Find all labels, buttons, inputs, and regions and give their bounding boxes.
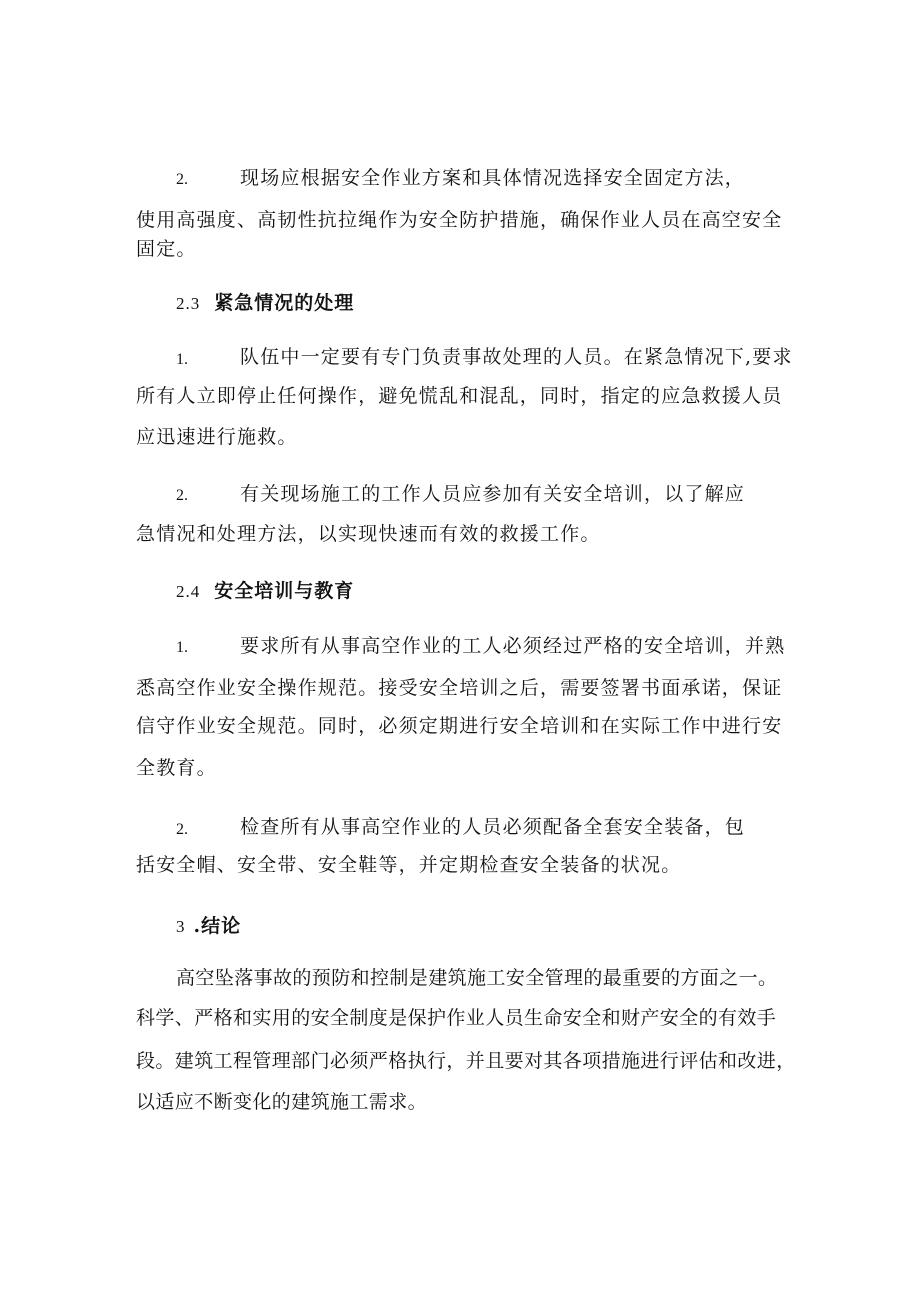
section-heading-text: 紧急情况的处理 <box>214 292 355 314</box>
paragraph-line: 所有人立即停止任何操作，避免慌乱和混乱，同时，指定的应急救援人员 <box>136 385 783 407</box>
paragraph-line: 段。建筑工程管理部门必须严格执行，并且要对其各项措施进行评估和改进， <box>136 1050 796 1072</box>
paragraph-line: 应迅速进行施救。 <box>136 426 298 448</box>
paragraph-line: 科学、严格和实用的安全制度是保护作业人员生命安全和财产安全的有效手 <box>136 1007 777 1029</box>
paragraph-line: 固定。 <box>136 238 197 260</box>
paragraph-line: 使用高强度、高韧性抗拉绳作为安全防护措施，确保作业人员在高空安全 <box>136 209 783 231</box>
section-heading <box>176 579 354 604</box>
section-heading-number: 3 <box>176 917 186 936</box>
paragraph-line: 有关现场施工的工作人员应参加有关安全培训，以了解应 <box>240 483 746 505</box>
paragraph-line: 现场应根据安全作业方案和具体情况选择安全固定方法， <box>240 167 746 189</box>
list-number: 2. <box>176 487 188 504</box>
paragraph-line: 高空坠落事故的预防和控制是建筑施工安全管理的最重要的方面之一。 <box>176 967 778 989</box>
list-number: 1. <box>176 351 188 368</box>
list-number: 2. <box>176 821 188 838</box>
paragraph-line: 以适应不断变化的建筑施工需求。 <box>136 1091 428 1113</box>
paragraph-line: 全教育。 <box>136 757 217 779</box>
list-number: 1. <box>176 639 188 656</box>
paragraph-line: 悉高空作业安全操作规范。接受安全培训之后，需要签署书面承诺，保证 <box>136 677 783 699</box>
section-heading-text: 安全培训与教育 <box>214 580 355 602</box>
section-heading-number: 2.3 <box>176 294 201 313</box>
paragraph-line: 信守作业安全规范。同时，必须定期进行安全培训和在实际工作中进行安 <box>136 715 783 737</box>
paragraph-line: 检查所有从事高空作业的人员必须配备全套安全装备，包 <box>240 816 746 838</box>
section-heading <box>176 291 354 316</box>
paragraph-line: 括安全帽、安全带、安全鞋等，并定期检查安全装备的状况。 <box>136 854 682 876</box>
section-heading-text: .结论 <box>193 915 242 937</box>
paragraph-line: 队伍中一定要有专门负责事故处理的人员。在紧急情况下,要求 <box>240 346 793 368</box>
paragraph-line: 急情况和处理方法，以实现快速而有效的救援工作。 <box>136 523 601 545</box>
section-heading-number: 2.4 <box>176 582 201 601</box>
paragraph-line: 要求所有从事高空作业的工人必须经过严格的安全培训，并熟 <box>240 635 786 657</box>
list-number: 2. <box>176 171 188 188</box>
section-heading <box>176 914 241 939</box>
